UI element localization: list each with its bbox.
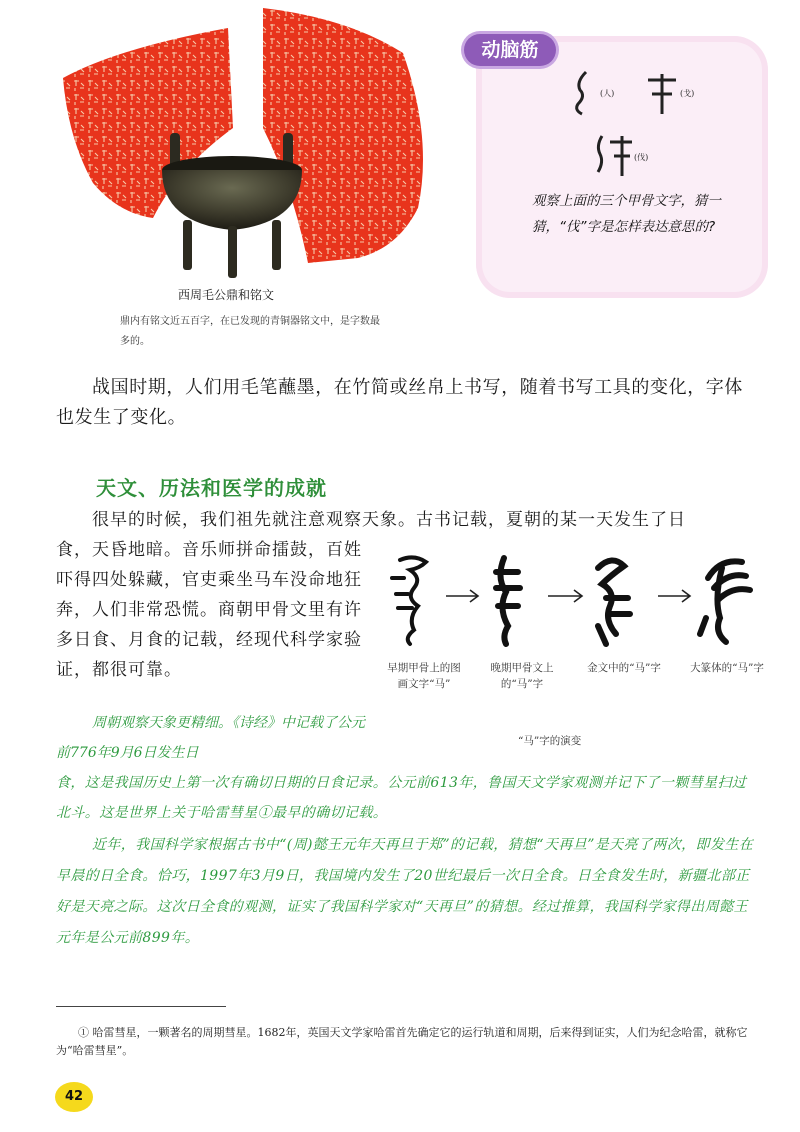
paragraph-tian-zai-dan: 近年，我国科学家根据古书中“(周)懿王元年天再旦于郑”的记载，猜想“天再旦”是天亮了两次，即发生在早晨的日全食。恰巧，1997年3月9日，我国境内发生了20世纪最后一次日全食。日全食发生时，新疆北部正好是天亮之际。这次日全食的观测，证实了我国科学家对“天再旦”的猜想。经过推算，我国科学家得出周懿王元年是公元前899年。 (56, 837, 754, 946)
horse-glyph-great-seal (700, 561, 750, 642)
paragraph-zhou-observation: 周朝观察天象更精细。《诗经》中记载了公元前776年9月6日发生日 (56, 715, 365, 761)
horse-stage-label-late: 晚期甲骨文上的“马”字 (490, 662, 554, 690)
oracle-glyph-fa (592, 132, 636, 180)
horse-stage-label-early: 早期甲骨上的图画文字“马” (387, 662, 461, 690)
ding-inscription-image (58, 8, 433, 286)
brain-teaser-question: 观察上面的三个甲骨文字，猜一猜，“伐”字是怎样表达意思的? (532, 193, 721, 235)
horse-glyph-early-oracle (392, 557, 426, 644)
horse-stage-label-seal: 大篆体的“马”字 (690, 662, 764, 674)
horse-stage-label-bronze: 金文中的“马”字 (587, 662, 661, 674)
paragraph-astronomy-continued: 食，天昏地暗。音乐师拼命擂鼓，百姓吓得四处躲藏，官吏乘坐马车没命地狂奔，人们非常恐慌。商朝甲骨文里有许多日食、月食的记载，经现代科学家验证，都很可靠。 (56, 540, 362, 680)
horse-glyph-bronze-script (598, 560, 630, 644)
arrow-2-icon (548, 590, 582, 602)
page-number-badge: 42 (55, 1082, 93, 1112)
arrow-1-icon (446, 590, 478, 602)
horse-figure-caption: “马”字的演变 (518, 735, 582, 747)
paragraph-eclipse-comet: 食，这是我国历史上第一次有确切日期的日食记录。公元前613年，鲁国天文学家观测并记下了一颗彗星扫过北斗。这是世界上关于哈雷彗星①最早的确切记载。 (56, 775, 747, 821)
glyph-label-ge: (戈) (680, 89, 695, 98)
ding-caption-body: 鼎内有铭文近五百字，在已发现的青铜器铭文中，是字数最多的。 (120, 316, 380, 347)
arrow-3-icon (658, 590, 690, 602)
glyph-label-ren: (人) (600, 89, 615, 98)
brain-teaser-badge: 动脑筋 (464, 34, 556, 66)
footnote-divider (56, 1006, 226, 1007)
glyph-label-fa: (伐) (634, 153, 649, 162)
footnote-halley-comet: ① 哈雷彗星，一颗著名的周期彗星。1682年，英国天文学家哈雷首先确定它的运行轨道和周期，后来得到证实，人们为纪念哈雷，就称它为“哈雷彗星”。 (56, 1026, 748, 1057)
ding-caption-title: 西周毛公鼎和铭文 (178, 288, 275, 302)
paragraph-astronomy-intro: 很早的时候，我们祖先就注意观察天象。古书记载，夏朝的某一天发生了日 (92, 510, 686, 530)
horse-glyph-late-oracle (496, 558, 520, 644)
paragraph-writing-tools: 战国时期，人们用毛笔蘸墨，在竹简或丝帛上书写，随着书写工具的变化，字体也发生了变化。 (56, 377, 743, 428)
horse-character-evolution-figure (384, 548, 776, 748)
oracle-glyph-ge (642, 68, 682, 118)
section-heading: 天文、历法和医学的成就 (96, 476, 327, 500)
